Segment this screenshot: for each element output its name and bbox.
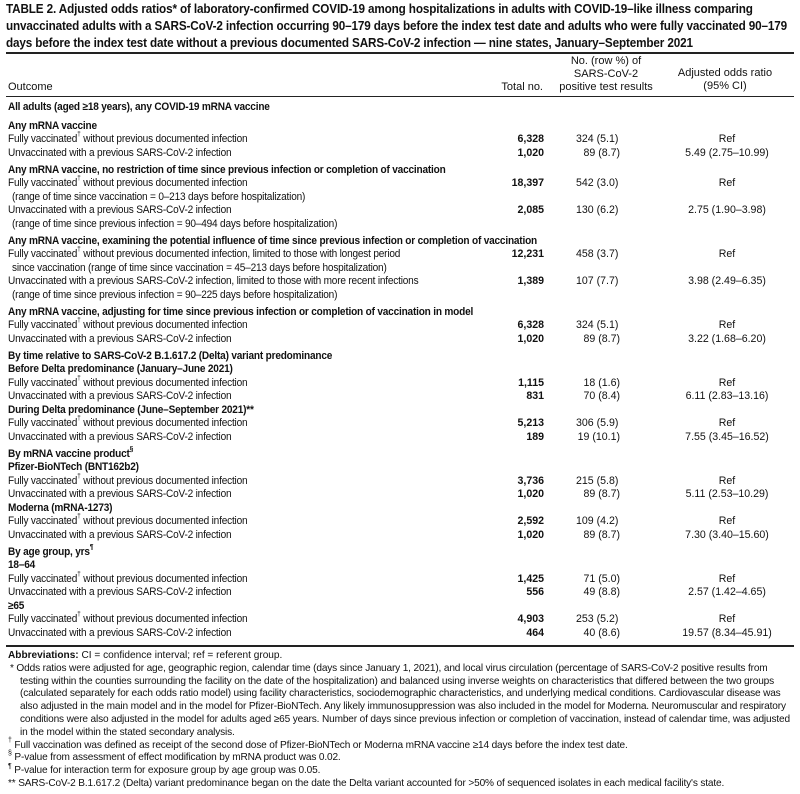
row-label-text: Unvaccinated with a previous SARS-CoV-2 infection (8, 430, 232, 443)
cell-positive: 89 (8.7) (583, 488, 620, 500)
cell-odds-ratio: Ref (718, 613, 736, 625)
cell-positive: 324 (5.1) (576, 133, 619, 145)
section-heading-text: All adults (aged ≥18 years), any COVID-19 mRNA vaccine (8, 101, 270, 113)
subgroup-heading (8, 231, 794, 248)
subgroup-heading (8, 302, 794, 319)
footnote-asterisk (8, 663, 796, 740)
table-row (8, 374, 794, 391)
row-label (8, 570, 248, 587)
cell-odds-ratio: Ref (718, 417, 736, 429)
row-label-text-rest: without previous documented infection (80, 319, 248, 331)
cell-odds-ratio: Ref (718, 319, 736, 331)
row-label (8, 390, 231, 404)
subgroup-heading (8, 346, 794, 363)
table-row (8, 515, 794, 529)
subgroup-heading (8, 160, 794, 177)
row-label-detail: (range of time since previous infection = 90–225 days before hospitalization) (12, 288, 338, 301)
footnote-mark: † (8, 737, 12, 745)
row-label-detail: since vaccination (range of time since vaccination = 45–213 days before hospitalization) (12, 261, 387, 274)
cell-total: 1,020 (517, 488, 544, 500)
subgroup-heading-text: ≥65 (8, 599, 25, 612)
row-label (8, 248, 400, 262)
row-label (8, 472, 248, 489)
footnote-ref: § (129, 446, 134, 454)
table-title: TABLE 2. Adjusted odds ratios* of laboratory-confirmed COVID-19 among hospitalizations in adults with COVID-19–like illness comparing unvaccinated adults with a SARS-CoV-2 infection occurring 90–179 days before the index test date and adults who were fully vaccinated 90–179 days before the index test date without a previous documented SARS-CoV-2 infection — nine states, January–September 2021 (6, 2, 788, 50)
subgroup-heading (8, 461, 794, 475)
cell-total: 5,213 (517, 417, 544, 429)
row-label-text: Unvaccinated with a previous SARS-CoV-2 infection, limited to those with more recent infections (8, 275, 419, 287)
table-row (8, 133, 794, 147)
section-heading (8, 99, 794, 116)
subgroup-heading-text: Before Delta predominance (January–June 2021) (8, 363, 233, 375)
footnote-dagger (8, 737, 796, 753)
row-label (8, 488, 231, 502)
column-header-positive-line2: SARS-CoV-2 (573, 68, 639, 80)
footnote-ref: † (77, 374, 81, 382)
subgroup-heading (8, 542, 794, 559)
row-label-text-rest: without previous documented infection (80, 177, 248, 189)
cell-odds-ratio: Ref (718, 474, 736, 487)
cell-odds-ratio: 2.57 (1.42–4.65) (688, 586, 766, 598)
column-header-or-line2: (95% CI) (703, 80, 747, 92)
footnote-double-asterisk (8, 778, 796, 791)
cell-positive: 109 (4.2) (576, 515, 619, 527)
subgroup-heading-text: By time relative to SARS-CoV-2 B.1.617.2 (Delta) variant predominance (8, 350, 333, 362)
row-label-text: Unvaccinated with a previous SARS-CoV-2 infection (8, 204, 232, 216)
cell-total: 2,592 (517, 515, 544, 527)
footnote-section (8, 752, 796, 765)
cell-odds-ratio: 19.57 (8.34–45.91) (682, 626, 772, 639)
footnote-ref: † (77, 415, 81, 423)
cell-total: 1,020 (517, 332, 544, 345)
table-row (8, 472, 794, 489)
table-row (8, 177, 794, 204)
cell-total: 464 (526, 626, 544, 639)
abbreviations-label: Abbreviations: (8, 650, 79, 661)
subgroup-heading-text: Any mRNA vaccine, examining the potential influence of time since previous infection or completion of vaccination (8, 235, 538, 247)
table-row (8, 333, 794, 347)
footnote-text: P-value from assessment of effect modification by mRNA product was 0.02. (11, 752, 341, 764)
row-label (8, 177, 247, 191)
cell-total: 6,328 (517, 319, 544, 331)
header-bottom-rule (6, 96, 794, 97)
row-label-text-rest: without previous documented infection, limited to those with longest period (80, 248, 401, 260)
cell-positive: 542 (3.0) (576, 177, 619, 189)
cell-odds-ratio: 3.22 (1.68–6.20) (688, 332, 766, 345)
row-label-text: Unvaccinated with a previous SARS-CoV-2 infection (8, 146, 232, 159)
row-label-text: Unvaccinated with a previous SARS-CoV-2 infection (8, 586, 232, 598)
cell-total: 1,020 (517, 528, 544, 541)
subgroup-heading-text: Any mRNA vaccine (8, 120, 97, 132)
cell-total: 831 (526, 390, 544, 402)
table-row (8, 627, 794, 641)
footnote-ref: † (77, 611, 81, 619)
column-header-total: Total no. (501, 81, 543, 93)
row-label (8, 586, 231, 600)
footnote-text: Full vaccination was defined as receipt of the second dose of Pfizer-BioNTech or Moderna mRNA vaccine ≥14 days before the index test date. (11, 739, 628, 751)
row-label-text-rest: without previous documented infection (80, 515, 248, 527)
cell-odds-ratio: 7.30 (3.40–15.60) (685, 528, 769, 541)
subgroup-heading (8, 404, 794, 418)
footnote-mark: ** (8, 777, 16, 789)
subgroup-heading (8, 559, 794, 573)
subgroup-heading-text: Pfizer-BioNTech (BNT162b2) (8, 461, 139, 473)
cell-positive: 89 (8.7) (583, 146, 620, 159)
cell-odds-ratio: Ref (718, 133, 736, 145)
cell-odds-ratio: Ref (718, 248, 736, 260)
row-label-text: Unvaccinated with a previous SARS-CoV-2 infection (8, 488, 232, 500)
row-label-text-rest: without previous documented infection (80, 417, 248, 429)
row-label (8, 529, 231, 543)
cell-total: 18,397 (511, 177, 544, 189)
footnote-mark: * (10, 662, 14, 674)
footnote-ref: † (77, 317, 81, 325)
row-label-text-rest: without previous documented infection (80, 376, 248, 389)
abbreviations (8, 650, 796, 663)
row-label (8, 613, 247, 627)
table-bottom-rule (6, 645, 794, 647)
cell-positive: 215 (5.8) (576, 474, 619, 487)
cell-positive: 40 (8.6) (583, 626, 620, 639)
cell-positive: 19 (10.1) (577, 430, 620, 443)
row-label (8, 515, 247, 529)
row-label (8, 627, 231, 641)
row-label (8, 147, 231, 161)
cell-total: 1,115 (518, 376, 544, 389)
row-label-text: Fully vaccinated (8, 376, 78, 389)
row-label-text: Fully vaccinated (8, 177, 78, 189)
cell-total: 1,389 (517, 275, 544, 287)
row-label (8, 133, 247, 147)
cell-positive: 89 (8.7) (583, 528, 620, 541)
row-label-text: Fully vaccinated (8, 572, 78, 585)
subgroup-heading (8, 116, 794, 133)
cell-total: 556 (526, 586, 544, 598)
cell-total: 3,736 (517, 474, 544, 487)
subgroup-heading-text: By mRNA vaccine product (8, 448, 130, 460)
cell-positive: 130 (6.2) (576, 204, 619, 216)
cell-positive: 49 (8.8) (583, 586, 620, 598)
row-label-text: Fully vaccinated (8, 515, 78, 527)
column-header-or-line1: Adjusted odds ratio (677, 67, 773, 79)
footnote-ref: † (77, 246, 81, 254)
row-label (8, 374, 248, 391)
cell-total: 4,903 (517, 613, 544, 625)
table-row (8, 147, 794, 161)
cell-positive: 18 (1.6) (583, 376, 620, 389)
footnote-mark: § (8, 750, 12, 758)
row-label (8, 333, 231, 347)
cell-odds-ratio: 5.49 (2.75–10.99) (685, 146, 769, 159)
cell-positive: 306 (5.9) (576, 417, 619, 429)
row-label-text: Fully vaccinated (8, 474, 78, 487)
cell-odds-ratio: 7.55 (3.45–16.52) (685, 430, 769, 443)
subgroup-heading-text: During Delta predominance (June–September 2021)** (8, 403, 254, 416)
row-label-text: Fully vaccinated (8, 319, 78, 331)
cell-positive: 253 (5.2) (576, 613, 619, 625)
cell-total: 1,020 (517, 146, 544, 159)
cell-positive: 89 (8.7) (583, 332, 620, 345)
row-label (8, 417, 247, 431)
row-label-text: Unvaccinated with a previous SARS-CoV-2 infection (8, 332, 232, 345)
cell-odds-ratio: 3.98 (2.49–6.35) (688, 275, 766, 287)
column-header-odds-ratio (660, 67, 790, 93)
abbreviations-text: CI = confidence interval; ref = referent group. (78, 650, 283, 661)
subgroup-heading-text: Any mRNA vaccine, no restriction of time since previous infection or completion of vaccination (8, 164, 446, 176)
row-label-text: Unvaccinated with a previous SARS-CoV-2 infection (8, 390, 232, 402)
table-row (8, 529, 794, 543)
subgroup-heading-text: By age group, yrs (8, 546, 90, 558)
header-top-rule (6, 52, 794, 54)
cell-total: 189 (526, 430, 544, 443)
cell-odds-ratio: Ref (718, 572, 736, 585)
cell-total: 1,425 (517, 572, 544, 585)
subgroup-heading (8, 444, 794, 461)
footnote-text: SARS-CoV-2 B.1.617.2 (Delta) variant predominance began on the date the Delta variant accounted for >50% of sequenced isolates in each medical facility's state. (15, 777, 725, 789)
cell-odds-ratio: Ref (718, 376, 736, 389)
footnotes (8, 650, 796, 791)
column-header-positive-line1: No. (row %) of (570, 55, 642, 67)
table-row (8, 613, 794, 627)
table-row (8, 390, 794, 404)
table-row (8, 275, 794, 302)
row-label-text-rest: without previous documented infection (80, 613, 248, 625)
table-body (8, 99, 794, 640)
table-row (8, 248, 794, 275)
table-row (8, 204, 794, 231)
column-header-positive-line3: positive test results (559, 81, 653, 93)
subgroup-heading (8, 502, 794, 516)
footnote-text: Odds ratios were adjusted for age, geographic region, calendar time (days since January 1, 2021), and local virus circulation (percentage of SARS-CoV-2 positive results from testing within the counties surrounding the facility on the date of the hospitalization) and balanced using inverse weights on characteristics that differed between the two groups (calculated separately for each odds ratio model) using facility characteristics, sociodemographic characteristics, and underlying medical conditions. Cardiovascular disease was also adjusted in the main model and in the model for Pfizer-BioNTech. Any likely immunosuppression was also included in the model for Moderna. Neuromuscular and respiratory conditions were also adjusted in the model for adults aged ≥65 years. Number of days since previous infection or completion of vaccination, instead of calendar time, was adjusted in the model within the stated secondary analysis. (13, 662, 790, 738)
row-label (8, 204, 231, 218)
row-label-text: Fully vaccinated (8, 417, 78, 429)
subgroup-heading (8, 363, 794, 377)
row-label-text: Fully vaccinated (8, 613, 78, 625)
row-label-text-rest: without previous documented infection (80, 572, 248, 585)
footnote-ref: † (77, 472, 81, 480)
row-label (8, 275, 418, 289)
table-row (8, 431, 794, 445)
footnote-ref: † (77, 175, 81, 183)
subgroup-heading-text: 18–64 (8, 559, 36, 571)
row-label-detail: (range of time since vaccination = 0–213 days before hospitalization) (12, 190, 306, 203)
cell-total: 12,231 (511, 248, 544, 260)
footnote-mark: ¶ (8, 762, 12, 770)
column-header-outcome: Outcome (8, 81, 53, 93)
footnote-ref: † (77, 570, 81, 578)
footnote-ref: † (77, 513, 81, 521)
row-label-text: Unvaccinated with a previous SARS-CoV-2 infection (8, 626, 232, 639)
cell-positive: 71 (5.0) (583, 572, 620, 585)
table-row (8, 570, 794, 587)
table-row (8, 586, 794, 600)
row-label-text: Fully vaccinated (8, 248, 78, 260)
footnote-text: P-value for interaction term for exposure group by age group was 0.05. (11, 765, 321, 777)
row-label-text-rest: without previous documented infection (80, 133, 248, 145)
row-label-text: Unvaccinated with a previous SARS-CoV-2 infection (8, 528, 232, 541)
cell-positive: 70 (8.4) (583, 390, 620, 402)
cell-positive: 458 (3.7) (576, 248, 619, 260)
column-header-positive (554, 55, 658, 94)
cell-odds-ratio: 5.11 (2.53–10.29) (685, 488, 769, 500)
cell-positive: 107 (7.7) (576, 275, 619, 287)
row-label-detail: (range of time since previous infection = 90–494 days before hospitalization) (12, 217, 338, 230)
cell-odds-ratio: 6.11 (2.83–13.16) (685, 390, 769, 402)
row-label-text: Fully vaccinated (8, 133, 78, 145)
table-row (8, 488, 794, 502)
row-label (8, 431, 231, 445)
row-label (8, 319, 247, 333)
row-label-text-rest: without previous documented infection (80, 474, 248, 487)
cell-positive: 324 (5.1) (576, 319, 619, 331)
footnote-ref: † (77, 131, 81, 139)
cell-total: 6,328 (517, 133, 544, 145)
subgroup-heading-text: Moderna (mRNA-1273) (8, 501, 113, 514)
subgroup-heading-text: Any mRNA vaccine, adjusting for time since previous infection or completion of vaccination in model (8, 306, 474, 318)
cell-total: 2,085 (517, 204, 544, 216)
footnote-ref: ¶ (89, 544, 94, 552)
cell-odds-ratio: Ref (718, 515, 736, 527)
subgroup-heading (8, 600, 794, 614)
cell-odds-ratio: Ref (718, 177, 736, 189)
table-row (8, 319, 794, 333)
cell-odds-ratio: 2.75 (1.90–3.98) (688, 204, 766, 216)
table-row (8, 417, 794, 431)
footnote-pilcrow (8, 762, 796, 778)
